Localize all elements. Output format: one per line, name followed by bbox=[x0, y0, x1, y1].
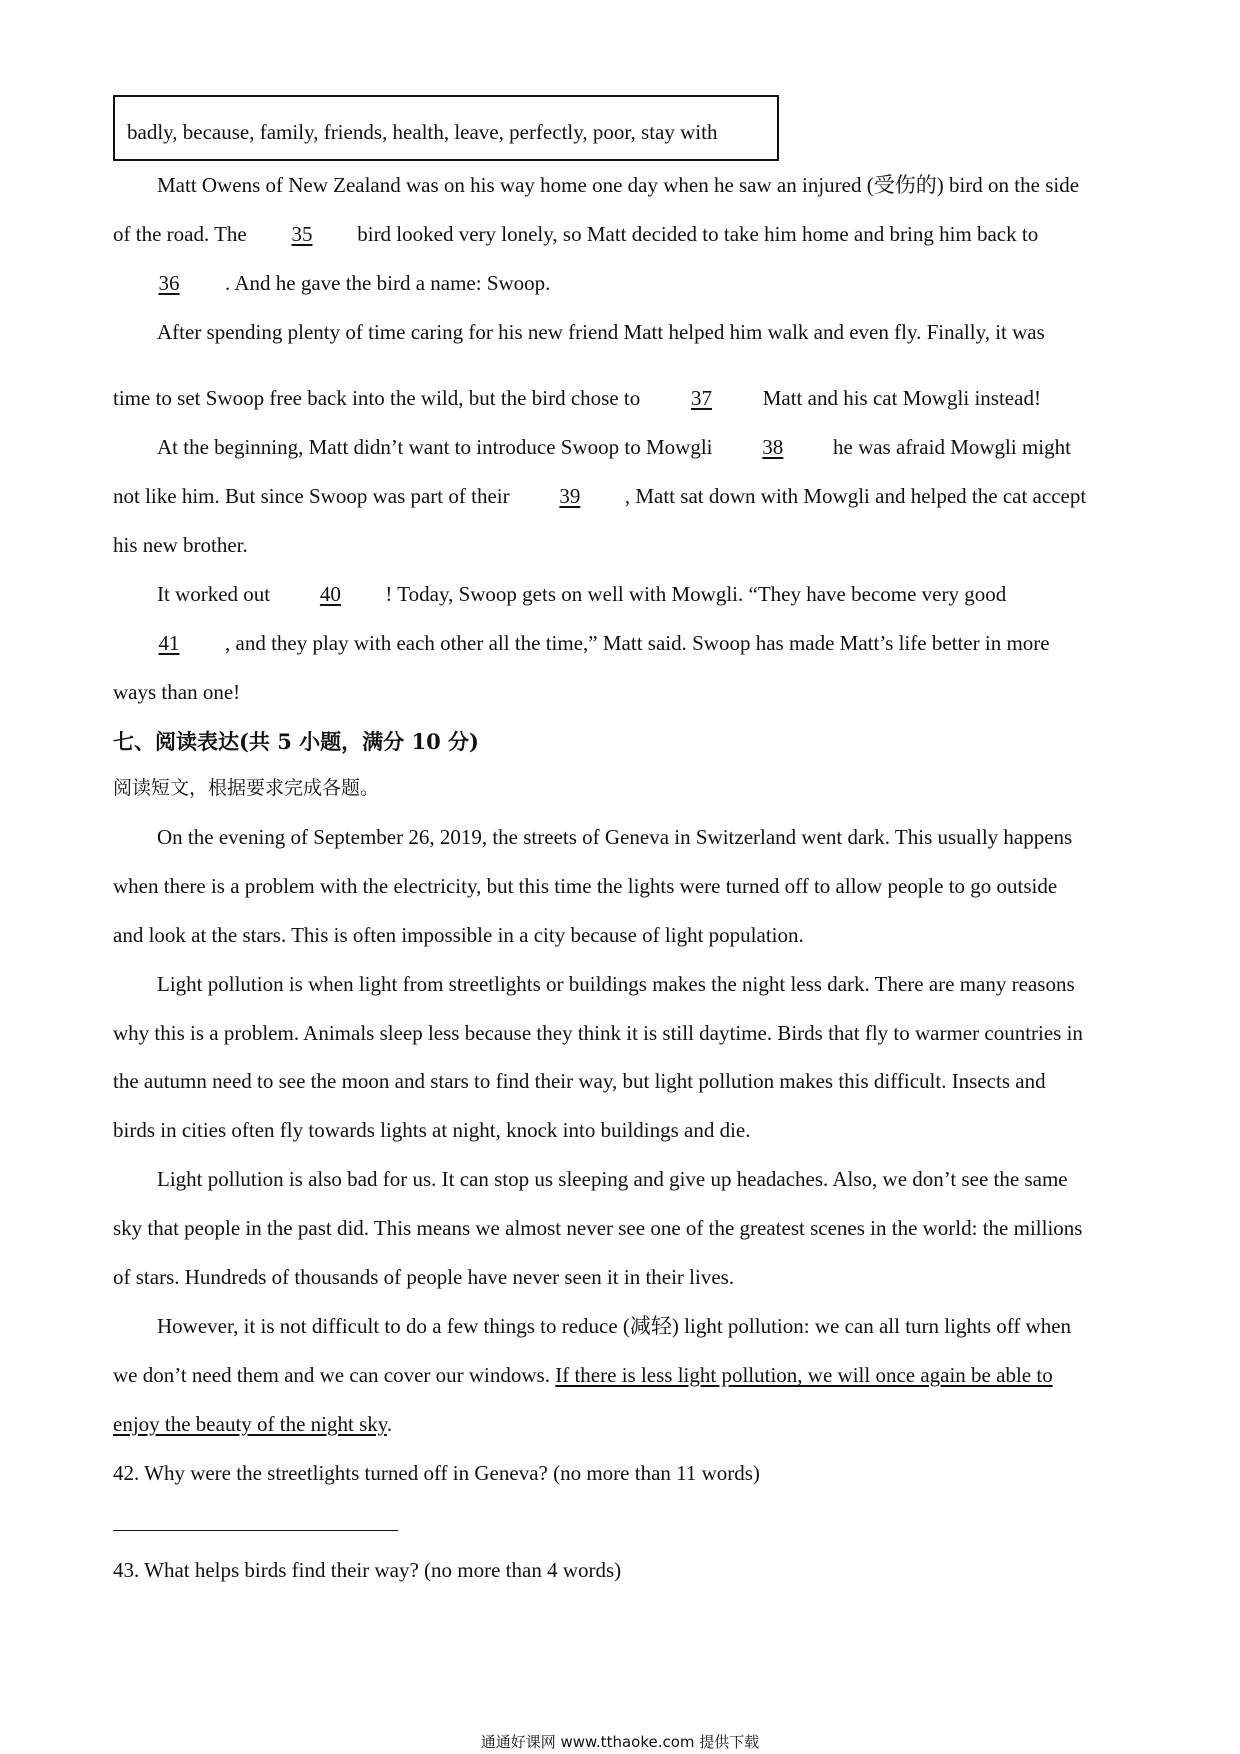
passage-p2-line1: Light pollution is when light from streetlights or buildings makes the night less dark. There are many reasons bbox=[157, 972, 1075, 996]
underlined-sentence-part1: If there is less light pollution, we will once again be able to bbox=[555, 1363, 1053, 1387]
passage-p2-line4: birds in cities often fly towards lights at night, knock into buildings and die. bbox=[113, 1118, 751, 1142]
word-bank-box bbox=[113, 95, 779, 161]
passage-p1-line3: and look at the stars. This is often impossible in a city because of light population. bbox=[113, 923, 804, 947]
passage-p2-line3: the autumn need to see the moon and stars to find their way, but light pollution makes this difficult. Insects and bbox=[113, 1069, 1046, 1093]
answer-line-42[interactable] bbox=[113, 1530, 398, 1531]
blank-37[interactable]: 37 bbox=[690, 386, 712, 410]
section-heading: 七、阅读表达(共 5 小题，满分 10 分) bbox=[113, 729, 479, 754]
passage-p4-line2: we don’t need them and we can cover our windows. If there is less light pollution, we will once again be able to bbox=[113, 1363, 1053, 1387]
cloze-p3-line2: not like him. But since Swoop was part of their 39 , Matt sat down with Mowgli and helped the cat accept bbox=[113, 484, 1087, 508]
cloze-p2-line2: time to set Swoop free back into the wild, but the bird chose to 37 Matt and his cat Mowgli instead! bbox=[113, 386, 1041, 410]
cloze-p2-line1: After spending plenty of time caring for his new friend Matt helped him walk and even fly. Finally, it was bbox=[157, 320, 1045, 344]
footer: 通通好课网 www.tthaoke.com 提供下载 bbox=[480, 1733, 760, 1751]
cloze-p1-line2: of the road. The 35 bird looked very lonely, so Matt decided to take him home and bring him back to bbox=[113, 222, 1039, 246]
cloze-p1-line3: 36 . And he gave the bird a name: Swoop. bbox=[113, 273, 550, 294]
passage-p1-line1: On the evening of September 26, 2019, the streets of Geneva in Switzerland went dark. This usually happens bbox=[157, 825, 1073, 849]
cloze-p4-line2: 41 , and they play with each other all the time,” Matt said. Swoop has made Matt’s life better in more bbox=[113, 633, 1050, 654]
underlined-sentence-part2: enjoy the beauty of the night sky bbox=[113, 1412, 387, 1436]
passage-p3-line3: of stars. Hundreds of thousands of people have never seen it in their lives. bbox=[113, 1265, 735, 1289]
passage-p1-line2: when there is a problem with the electricity, but this time the lights were turned off to allow people to go outside bbox=[113, 874, 1058, 898]
blank-36[interactable]: 36 bbox=[158, 271, 180, 295]
blank-40[interactable]: 40 bbox=[319, 582, 341, 606]
cloze-p3-line1: At the beginning, Matt didn’t want to introduce Swoop to Mowgli 38 he was afraid Mowgli might bbox=[157, 435, 1071, 459]
question-43: 43. What helps birds find their way? (no more than 4 words) bbox=[113, 1558, 622, 1582]
word-bank-text: badly, because, family, friends, health, leave, perfectly, poor, stay with bbox=[127, 120, 718, 144]
cloze-p1-line1: Matt Owens of New Zealand was on his way home one day when he saw an injured (受伤的) bird on the side bbox=[157, 173, 1080, 197]
passage-p4-line3: enjoy the beauty of the night sky. bbox=[113, 1412, 393, 1436]
cloze-p3-line3: his new brother. bbox=[113, 533, 248, 557]
blank-38[interactable]: 38 bbox=[762, 435, 784, 459]
passage-p3-line1: Light pollution is also bad for us. It can stop us sleeping and give up headaches. Also, we don’t see the same bbox=[157, 1167, 1068, 1191]
section-instruction: 阅读短文，根据要求完成各题。 bbox=[113, 777, 380, 799]
blank-35[interactable]: 35 bbox=[291, 222, 313, 246]
question-42: 42. Why were the streetlights turned off in Geneva? (no more than 11 words) bbox=[113, 1461, 760, 1485]
cloze-p4-line1: It worked out 40 ! Today, Swoop gets on well with Mowgli. “They have become very good bbox=[157, 582, 1007, 606]
passage-p2-line2: why this is a problem. Animals sleep less because they think it is still daytime. Birds that fly to warmer countries in bbox=[113, 1021, 1083, 1045]
blank-39[interactable]: 39 bbox=[559, 484, 581, 508]
cloze-p4-line3: ways than one! bbox=[113, 680, 241, 704]
passage-p3-line2: sky that people in the past did. This means we almost never see one of the greatest scenes in the world: the millions bbox=[113, 1216, 1083, 1240]
blank-41[interactable]: 41 bbox=[158, 631, 180, 655]
passage-p4-line1: However, it is not difficult to do a few things to reduce (减轻) light pollution: we can all turn lights off when bbox=[157, 1314, 1072, 1338]
